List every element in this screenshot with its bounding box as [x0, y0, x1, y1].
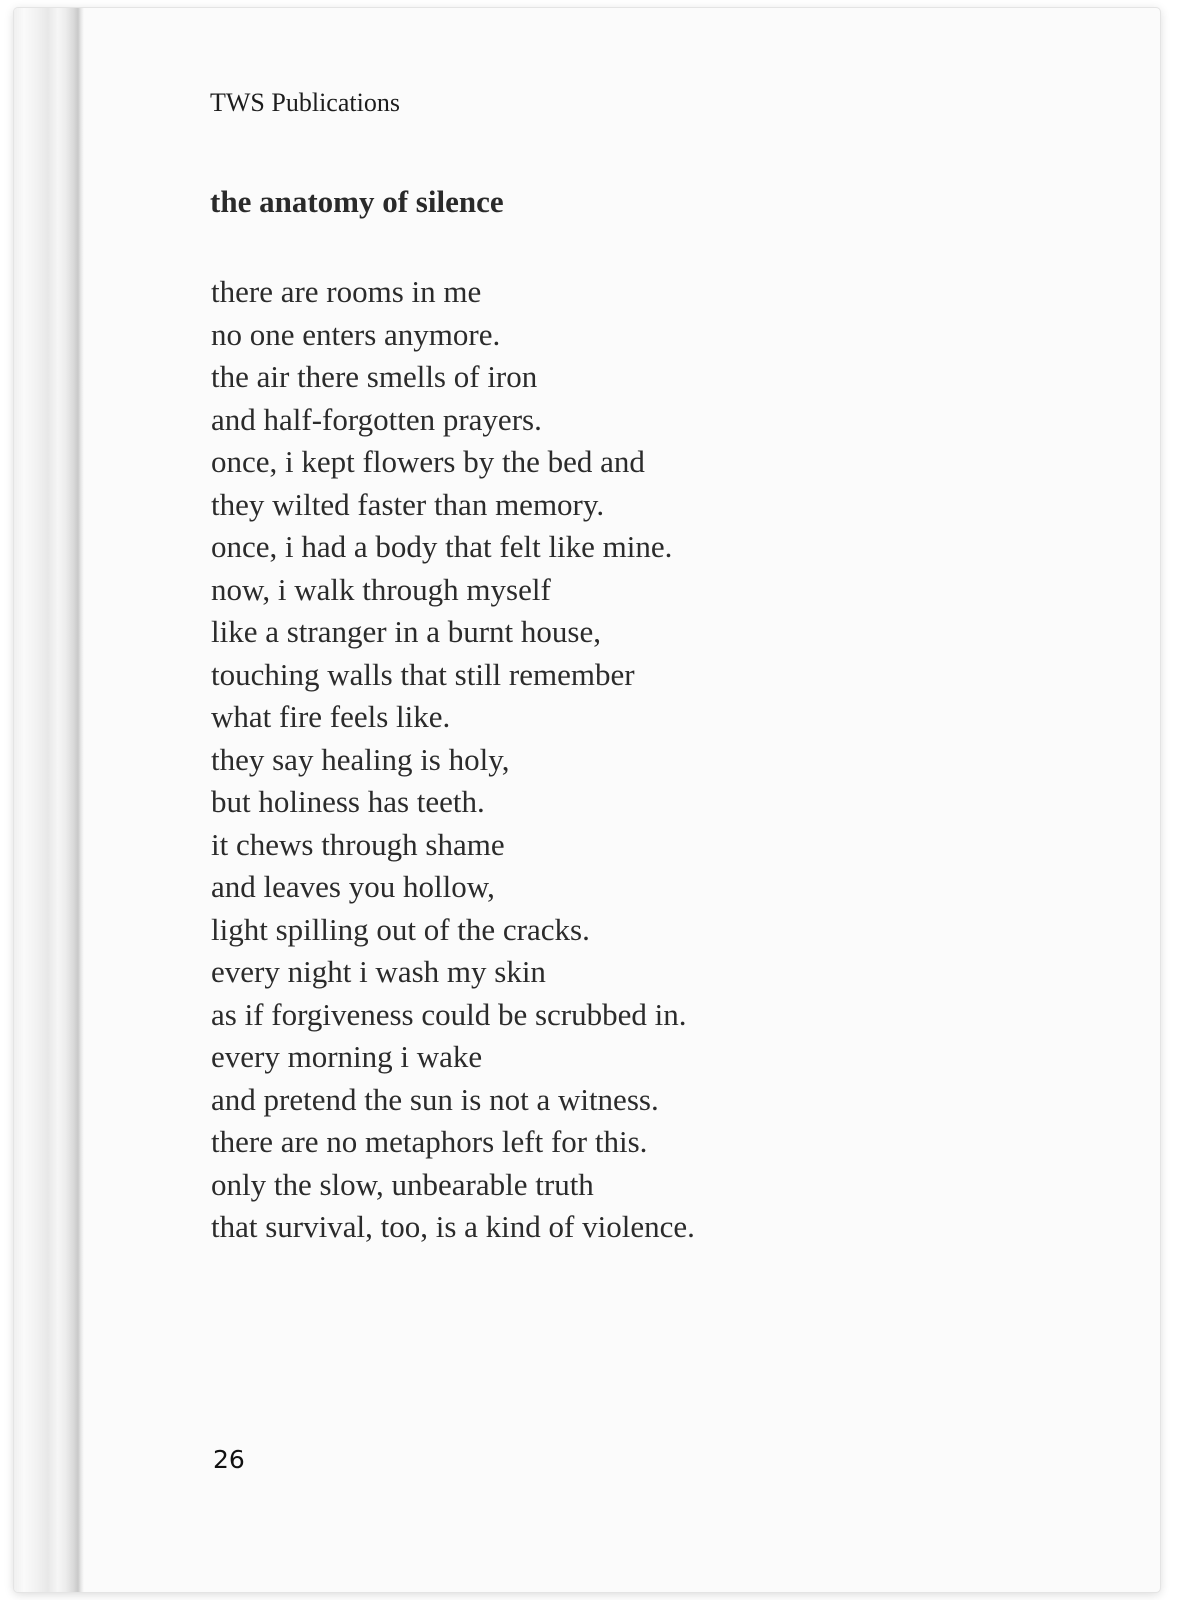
poem-line: and pretend the sun is not a witness. [211, 1081, 659, 1117]
poem-line: there are no metaphors left for this. [211, 1124, 648, 1159]
poem-line: now, i walk through myself [211, 571, 551, 607]
poem-line: light spilling out of the cracks. [211, 911, 590, 947]
poem-line: and half-forgotten prayers. [211, 401, 542, 437]
poem-line: but holiness has teeth. [211, 784, 485, 819]
poem-line: every morning i wake [211, 1039, 483, 1074]
poem-line: what fire feels like. [211, 699, 451, 734]
poem-line: that survival, too, is a kind of violence. [211, 1209, 695, 1244]
book-spine [14, 8, 84, 1592]
poem-line: every night i wash my skin [211, 954, 546, 989]
poem-line: once, i had a body that felt like mine. [211, 529, 673, 564]
poem-line: there are rooms in me [211, 274, 482, 309]
poem-body [211, 271, 695, 1249]
poem-line: it chews through shame [211, 826, 505, 862]
poem-line: and leaves you hollow, [211, 869, 495, 904]
poem-line: only the slow, unbearable truth [211, 1166, 594, 1202]
poem-line: no one enters anymore. [211, 316, 501, 352]
publisher-header: TWS Publications [210, 88, 400, 117]
poem-line: the air there smells of iron [211, 359, 538, 394]
poem-line: touching walls that still remember [211, 656, 635, 692]
poem-line: as if forgiveness could be scrubbed in. [211, 996, 687, 1032]
poem-line: they wilted faster than memory. [211, 486, 605, 522]
poem-line: like a stranger in a burnt house, [211, 614, 601, 649]
book-page [14, 8, 1160, 1592]
poem-title: the anatomy of silence [210, 184, 504, 219]
poem-line: they say healing is holy, [211, 741, 510, 777]
page-number: 26 [213, 1445, 245, 1474]
poem-line: once, i kept flowers by the bed and [211, 444, 645, 479]
